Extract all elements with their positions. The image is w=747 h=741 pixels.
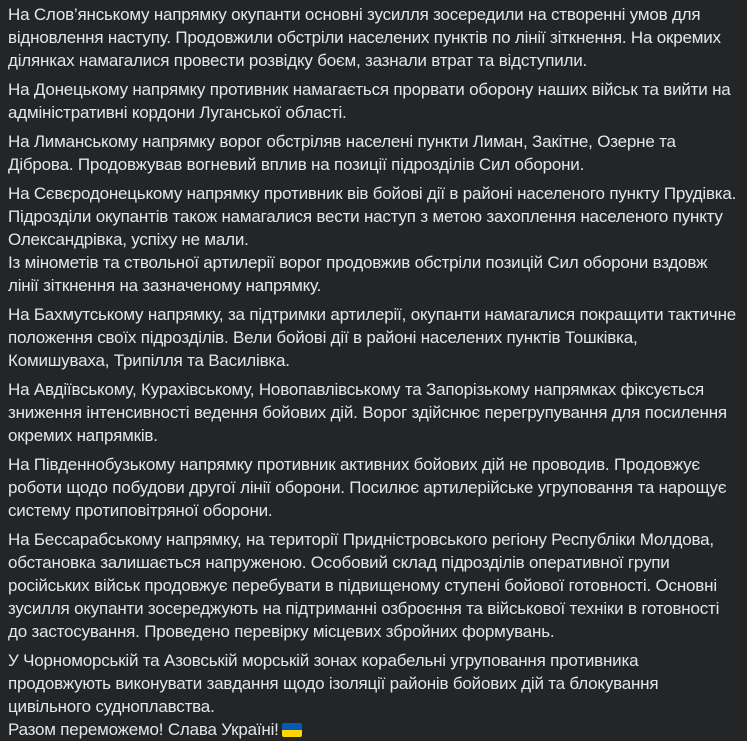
post-paragraph [8,453,739,522]
post-paragraph [8,378,739,447]
paragraph-line: На Сєвєродонецькому напрямку противник вів бойові дії в районі населеного пункту Прудівка. Підрозділи окупантів також намагалися вести наступ з метою захоплення населеного пункту Олександрівка, успіху не мали. [8,184,737,249]
paragraph-line: На Донецькому напрямку противник намагається прорвати оборону наших військ та вийти на адміністративні кордони Луганської області. [8,80,731,122]
post-paragraph [8,78,739,124]
paragraph-line: Із мінометів та ствольної артилерії ворог продовжив обстріли позицій Сил оборони вздовж лінії зіткнення на зазначеному напрямку. [8,253,708,295]
ukraine-flag-emoji [282,723,302,737]
paragraph-line: На Авдіївському, Курахівському, Новопавлівському та Запорізькому напрямках фіксується зниження інтенсивності ведення бойових дій. Ворог здійснює перегрупування для посилення окремих напрямків. [8,380,727,445]
paragraph-line: На Бессарабському напрямку, на території Придністровського регіону Республіки Молдова, обстановка залишається напруженою. Особовий склад підрозділів оперативної групи російських військ продовжує перебувати в підвищеному ступені бойової готовності. Основні зусилля окупанти зосереджують на підтриманні озброєння та військової техніки в готовності до застосування. Проведено перевірку місцевих збройних формувань. [8,530,720,641]
paragraph-line: На Слов’янському напрямку окупанти основні зусилля зосередили на створенні умов для відновлення наступу. Продовжили обстріли населених пунктів по лінії зіткнення. На окремих ділянках намагалися провести розвідку боєм, зазнали втрат та відступили. [8,5,721,70]
post-paragraph [8,528,739,643]
paragraph-line: На Бахмутському напрямку, за підтримки артилерії, окупанти намагалися покращити тактичне положення своїх підрозділів. Вели бойові дії в районі населених пунктів Тошківка, Комишуваха, Трипілля та Василівка. [8,305,737,370]
post-paragraph [8,182,739,297]
post-paragraph [8,303,739,372]
post-paragraph [8,3,739,72]
post-paragraph [8,649,739,741]
post-paragraph [8,130,739,176]
paragraph-line: Разом переможемо! Слава Україні! [8,718,739,741]
paragraph-line: На Південнобузькому напрямку противник активних бойових дій не проводив. Продовжує роботи щодо побудови другої лінії оборони. Посилює артилерійське угруповання та нарощує систему протиповітряної оборони. [8,455,727,520]
paragraph-line: У Чорноморській та Азовській морській зонах корабельні угруповання противника продовжують виконувати завдання щодо ізоляції районів бойових дій та блокування цивільного судноплавства. [8,651,659,716]
paragraph-line: На Лиманському напрямку ворог обстріляв населені пункти Лиман, Закітне, Озерне та Діброва. Продовжував вогневий вплив на позиції підрозділів Сил оборони. [8,132,676,174]
